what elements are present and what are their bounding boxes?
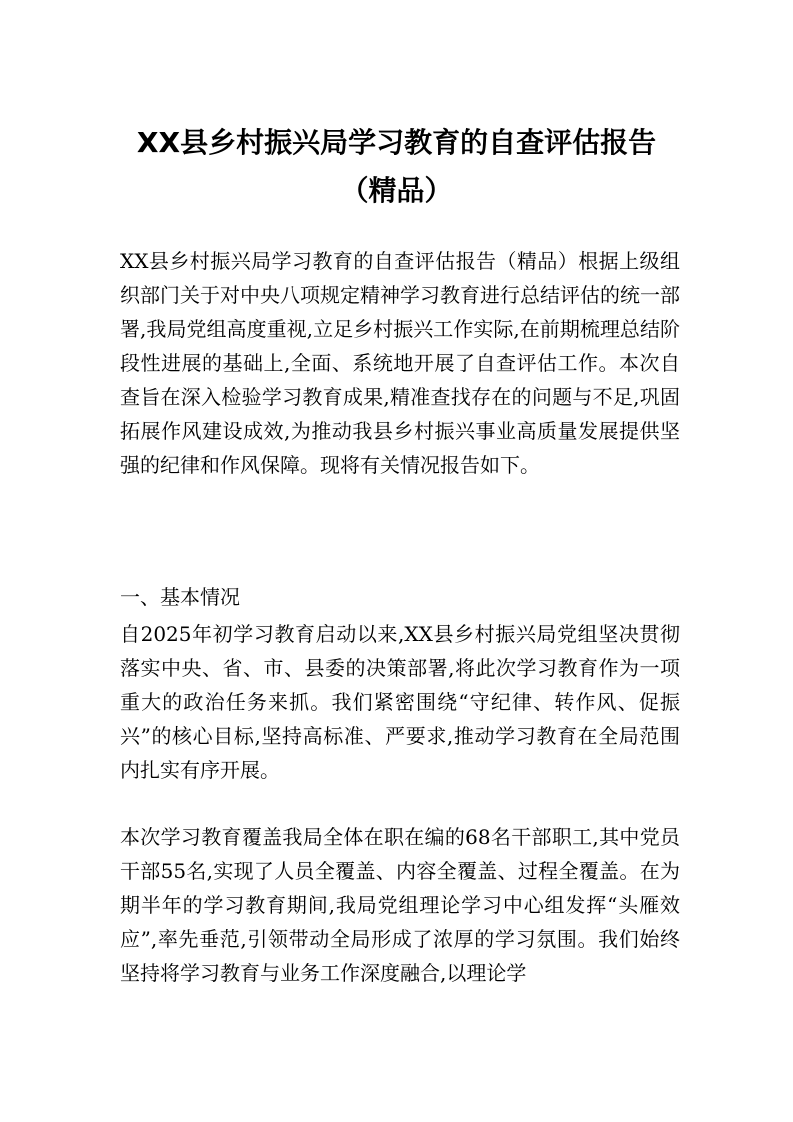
section-heading-basic-situation: 一、基本情况	[120, 585, 240, 609]
document-title-suffix: （精品）	[340, 174, 453, 207]
document-title: XX县乡村振兴局学习教育的自查评估报告	[136, 126, 657, 159]
intro-paragraph: XX县乡村振兴局学习教育的自查评估报告（精品）根据上级组织部门关于对中央八项规定精神学习教育进行总结评估的统一部署,我局党组高度重视,立足乡村振兴工作实际,在前期梳理总结阶段性进展的基础上,全面、系统地开展了自查评估工作。本次自查旨在深入检验学习教育成果,精准查找存在的问题与不足,巩固拓展作风建设成效,为推动我县乡村振兴事业高质量发展提供坚强的纪律和作风保障。现将有关情况报告如下。	[120, 249, 680, 477]
body-paragraph: 自2025年初学习教育启动以来,XX县乡村振兴局党组坚决贯彻落实中央、省、市、县委的决策部署,将此次学习教育作为一项重大的政治任务来抓。我们紧密围绕“守纪律、转作风、促振兴”的核心目标,坚持高标准、严要求,推动学习教育在全局范围内扎实有序开展。	[120, 622, 680, 782]
body-paragraph: 本次学习教育覆盖我局全体在职在编的68名干部职工,其中党员干部55名,实现了人员全覆盖、内容全覆盖、过程全覆盖。在为期半年的学习教育期间,我局党组理论学习中心组发挥“头雁效应”,率先垂范,引领带动全局形成了浓厚的学习氛围。我们始终坚持将学习教育与业务工作深度融合,以理论学	[120, 825, 680, 985]
